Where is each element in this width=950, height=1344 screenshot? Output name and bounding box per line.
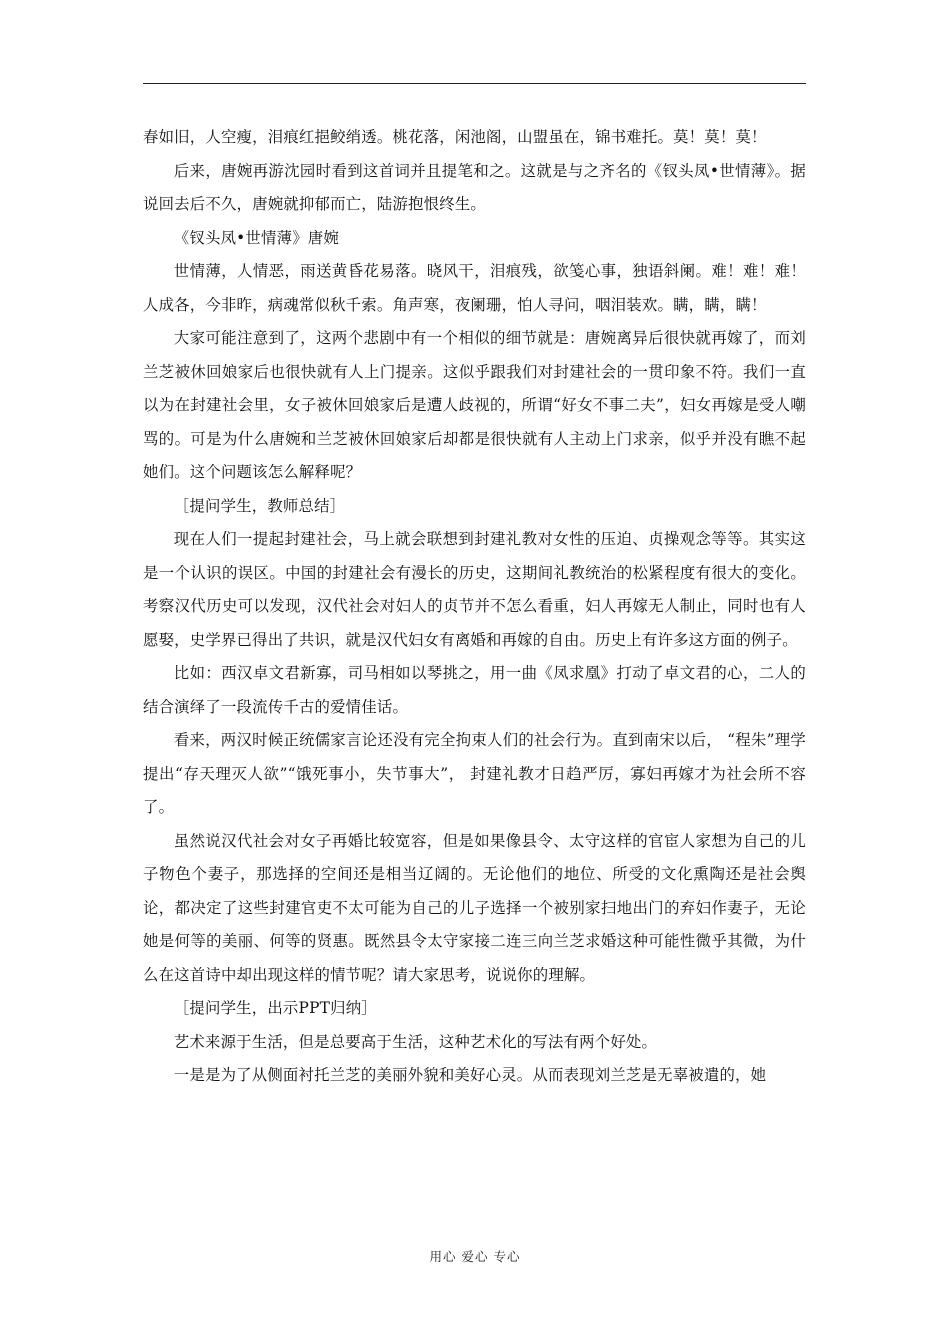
- paragraph: 艺术来源于生活，但是总要高于生活，这种艺术化的写法有两个好处。: [173, 1032, 658, 1051]
- paragraph: 春如旧，人空瘦，泪痕红挹鲛绡透。桃花落，闲池阁，山盟虽在，锦书难托。莫！莫！莫！: [143, 128, 767, 146]
- header-rule: [143, 83, 806, 84]
- page-footer: 用心 爱心 专心: [429, 1249, 521, 1264]
- document-body: [143, 121, 806, 1093]
- poem-text: 世情薄，人情恶，雨送黄昏花易落。晓风干，泪痕残，欲笺心事，独语斜阑。难！难！难！人成各，今非昨，病魂常似秋千索。角声寒，夜阑珊，怕人寻问，咽泪装欢。瞒，瞒，瞒！: [143, 262, 806, 314]
- paragraph: 比如：西汉卓文君新寡，司马相如以琴挑之，用一曲《凤求凰》打动了卓文君的心，二人的结合演绎了一段流传千古的爱情佳话。: [143, 664, 806, 716]
- paragraph: 现在人们一提起封建社会，马上就会联想到封建礼教对女性的压迫、贞操观念等等。其实这是一个认识的误区。中国的封建社会有漫长的历史，这期间礼教统治的松紧程度有很大的变化。考察汉代历史可以发现，汉代社会对妇人的贞节并不怎么看重，妇人再嫁无人制止，同时也有人愿娶，史学界已得出了共识，就是汉代妇女有离婚和再嫁的自由。历史上有许多这方面的例子。: [143, 530, 806, 649]
- teaching-note: ［提问学生，教师总结］: [173, 496, 346, 515]
- paragraph: 大家可能注意到了，这两个悲剧中有一个相似的细节就是：唐婉离异后很快就再嫁了，而刘兰芝被休回娘家后也很快就有人上门提亲。这似乎跟我们对封建社会的一贯印象不符。我们一直以为在封建社会里，女子被休回娘家后是遭人歧视的，所谓“好女不事二夫”，妇女再嫁是受人嘲骂的。可是为什么唐婉和兰芝被休回娘家后却都是很快就有人主动上门求亲，似乎并没有瞧不起她们。这个问题该怎么解释呢？: [143, 329, 806, 481]
- teaching-note: ［提问学生，出示PPT归纳］: [173, 999, 377, 1017]
- paragraph: 虽然说汉代社会对女子再婚比较宽容，但是如果像县令、太守这样的官宦人家想为自己的儿子物色个妻子，那选择的空间还是相当辽阔的。无论他们的地位、所受的文化熏陶还是社会舆论，都决定了这些封建官吏不太可能为自己的儿子选择一个被别家扫地出门的弃妇作妻子，无论她是何等的美丽、何等的贤惠。既然县令太守家接二连三向兰芝求婚这种可能性微乎其微，为什么在这首诗中却出现这样的情节呢？请大家思考，说说你的理解。: [143, 831, 806, 984]
- paragraph: 看来，两汉时候正统儒家言论还没有完全拘束人们的社会行为。直到南宋以后， “程朱”理学提出“存天理灭人欲”“饿死事小，失节事大”， 封建礼教才日趋严厉，寡妇再嫁才为社会所不容了。: [143, 731, 806, 816]
- paragraph: 后来，唐婉再游沈园时看到这首词并且提笔和之。这就是与之齐名的《钗头凤•世情薄》。据说回去后不久，唐婉就抑郁而亡，陆游抱恨终生。: [143, 161, 806, 213]
- poem-title: 《钗头凤•世情薄》唐婉: [173, 228, 339, 247]
- paragraph: 一是是为了从侧面衬托兰芝的美丽外貌和美好心灵。从而表现刘兰芝是无辜被遣的，她: [173, 1066, 767, 1084]
